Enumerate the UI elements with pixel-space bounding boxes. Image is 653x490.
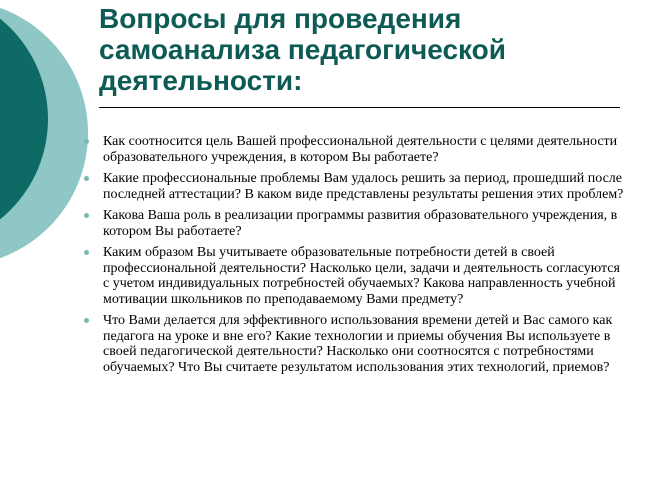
decorative-circle-light xyxy=(0,0,88,266)
list-item-text: Что Вами делается для эффективного использования времени детей и Вас самого как педагога на уроке и вне его? Какие технологии и приемы обучения Вы используете в своей педагогической деятельности? Насколько они соотносятся с потребностями обучаемых? Что Вы считаете результатом использования этих технологий, приемов? xyxy=(103,313,613,375)
list-item xyxy=(84,313,629,375)
list-item xyxy=(84,171,629,202)
bullet-icon xyxy=(84,176,89,181)
list-item-text: Какова Ваша роль в реализации программы развития образовательного учреждения, в котором Вы работаете? xyxy=(103,208,618,239)
list-item-text: Какие профессиональные проблемы Вам удалось решить за период, прошедший после последней аттестации? В каком виде представлены результаты решения этих проблем? xyxy=(103,171,624,202)
decorative-circle-dark xyxy=(0,0,48,248)
list-item xyxy=(84,134,629,165)
list-item-text: Как соотносится цель Вашей профессиональной деятельности с целями деятельности образовательного учреждения, в котором Вы работаете? xyxy=(103,134,618,165)
bullet-icon xyxy=(84,250,89,255)
list-item xyxy=(84,245,629,307)
question-list xyxy=(84,134,629,381)
slide-title: Вопросы для проведения самоанализа педагогической деятельности: xyxy=(99,3,506,96)
list-item-text: Каким образом Вы учитываете образовательные потребности детей в своей профессиональной деятельности? Насколько цели, задачи и деятельность согласуются с учетом индивидуальных потребностей обучаемых? Какова направленность учебной мотивации школьников по преподаваемому Вами предмету? xyxy=(103,245,620,307)
title-divider xyxy=(99,107,620,108)
bullet-icon xyxy=(84,139,89,144)
bullet-icon xyxy=(84,318,89,323)
list-item xyxy=(84,208,629,239)
bullet-icon xyxy=(84,213,89,218)
